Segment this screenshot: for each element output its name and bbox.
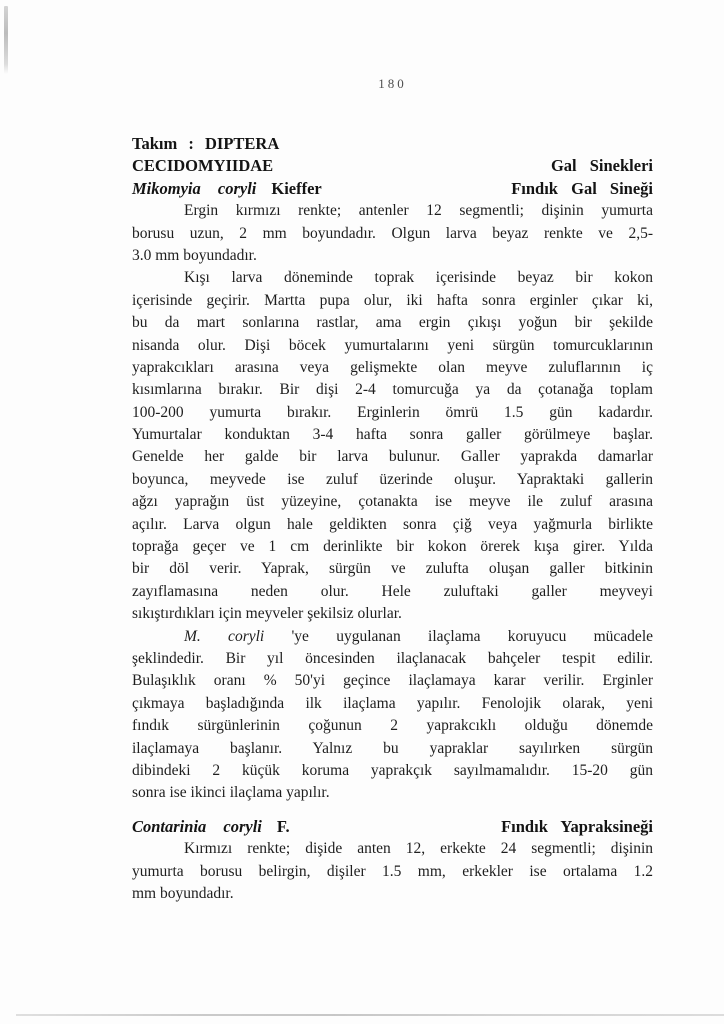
family-heading-row [132,155,653,177]
species-common-name: Fındık Gal Sineği [511,178,653,198]
text-line: fındık sürgünlerinin çoğunun 2 yaprakcıklı olduğu dönemde [132,717,653,735]
text-line [132,626,653,648]
species-abbreviation: M. coryli [184,627,265,645]
species-heading-row [132,816,653,838]
family-name: CECIDOMYIIDAE [132,156,274,176]
text-line: yaprakcıkları arasına veya gelişmekte olan meyve zuluflarının iç [132,358,653,376]
page-number: 180 [378,76,407,91]
text-line: Kırmızı renkte; dişide anten 12, erkekte 24 segmentli; dişinin [184,840,653,858]
text-line: bir döl verir. Yaprak, sürgün ve zulufta oluşan galler bitkinin [132,560,653,578]
page-body [132,133,653,905]
species-heading-row [132,178,653,200]
text-line: çıkmaya başladığında ilk ilaçlama yapılır. Fenolojik olarak, yeni [132,694,653,712]
order-heading: Takım : DIPTERA [132,134,280,153]
species-heading-left [132,816,290,838]
species-heading-left [132,178,322,200]
text-line: mm boyundadır. [132,884,234,902]
text-line: zayıflamasına neden olur. Hele zuluftaki galler meyveyi [132,582,653,600]
scan-edge-artifact-left [4,6,8,74]
species-scientific-name: Mikomyia coryli [132,178,257,198]
family-common-name: Gal Sinekleri [550,156,653,176]
text-line-remainder: 'ye uygulanan ilaçlama koruyucu mücadele [291,627,653,645]
text-line: Bulaşıklık oranı % 50'yi geçince ilaçlamaya karar verilir. Erginler [132,672,653,690]
text-line: bu da mart sonlarına rastlar, ama ergin çıkışı yoğun bir şekilde [132,314,653,332]
text-line: ilaçlamaya başlanır. Yalnız bu yapraklar sayılırken sürgün [132,739,653,757]
text-line: Genelde her galde bir larva bulunur. Galler yaprakda damarlar [132,448,653,466]
text-line: açılır. Larva olgun hale geldikten sonra çiğ veya yağmurla birlikte [132,515,653,533]
text-line: yumurta borusu belirgin, dişiler 1.5 mm, erkekler ise ortalama 1.2 [132,862,653,880]
text-line: 100-200 yumurta bırakır. Erginlerin ömrü 1.5 gün kadardır. [132,403,653,421]
text-line: ağzı yaprağın üst yüzeyine, çotanakta ise meyve ile zuluf arasına [132,493,653,511]
species-common-name: Fındık Yapraksineği [501,816,653,836]
text-line: dibindeki 2 küçük koruma yaprakçık sayılmamalıdır. 15-20 gün [132,761,653,779]
text-line: nisanda olur. Dişi böcek yumurtalarını yeni sürgün tomurcuklarının [132,336,653,354]
species-author: F. [276,816,290,836]
text-line: boyunca, meyvede ise zuluf üzerinde oluşur. Yapraktaki gallerin [132,470,653,488]
scan-edge-artifact-bottom [16,1014,724,1016]
species-author: Kieffer [271,178,322,198]
text-line: toprağa geçer ve 1 cm derinlikte bir kokon örerek kışa girer. Yılda [132,538,653,556]
text-line: Kışı larva döneminde toprak içerisinde beyaz bir kokon [184,269,653,287]
text-line: içerisinde geçirir. Martta pupa olur, iki hafta sonra erginler çıkar ki, [132,291,653,309]
text-line: sonra ise ikinci ilaçlama yapılır. [132,784,330,802]
text-line: borusu uzun, 2 mm boyundadır. Olgun larva beyaz renkte ve 2,5- [132,224,653,242]
species-scientific-name: Contarinia coryli [132,816,262,836]
text-line: kısımlarına bırakır. Bir dişi 2-4 tomurcuğa ya da çotanağa toplam [132,381,653,399]
text-line: 3.0 mm boyundadır. [132,246,257,264]
text-line: şeklindedir. Bir yıl öncesinden ilaçlanacak bahçeler tespit edilir. [132,649,653,667]
text-line: Yumurtalar konduktan 3-4 hafta sonra galler görülmeye başlar. [132,426,653,444]
text-line: sıkıştırdıkları için meyveler şekilsiz olurlar. [132,605,402,623]
section-contarinia [132,816,653,906]
text-line: Ergin kırmızı renkte; antenler 12 segmentli; dişinin yumurta [184,202,653,220]
